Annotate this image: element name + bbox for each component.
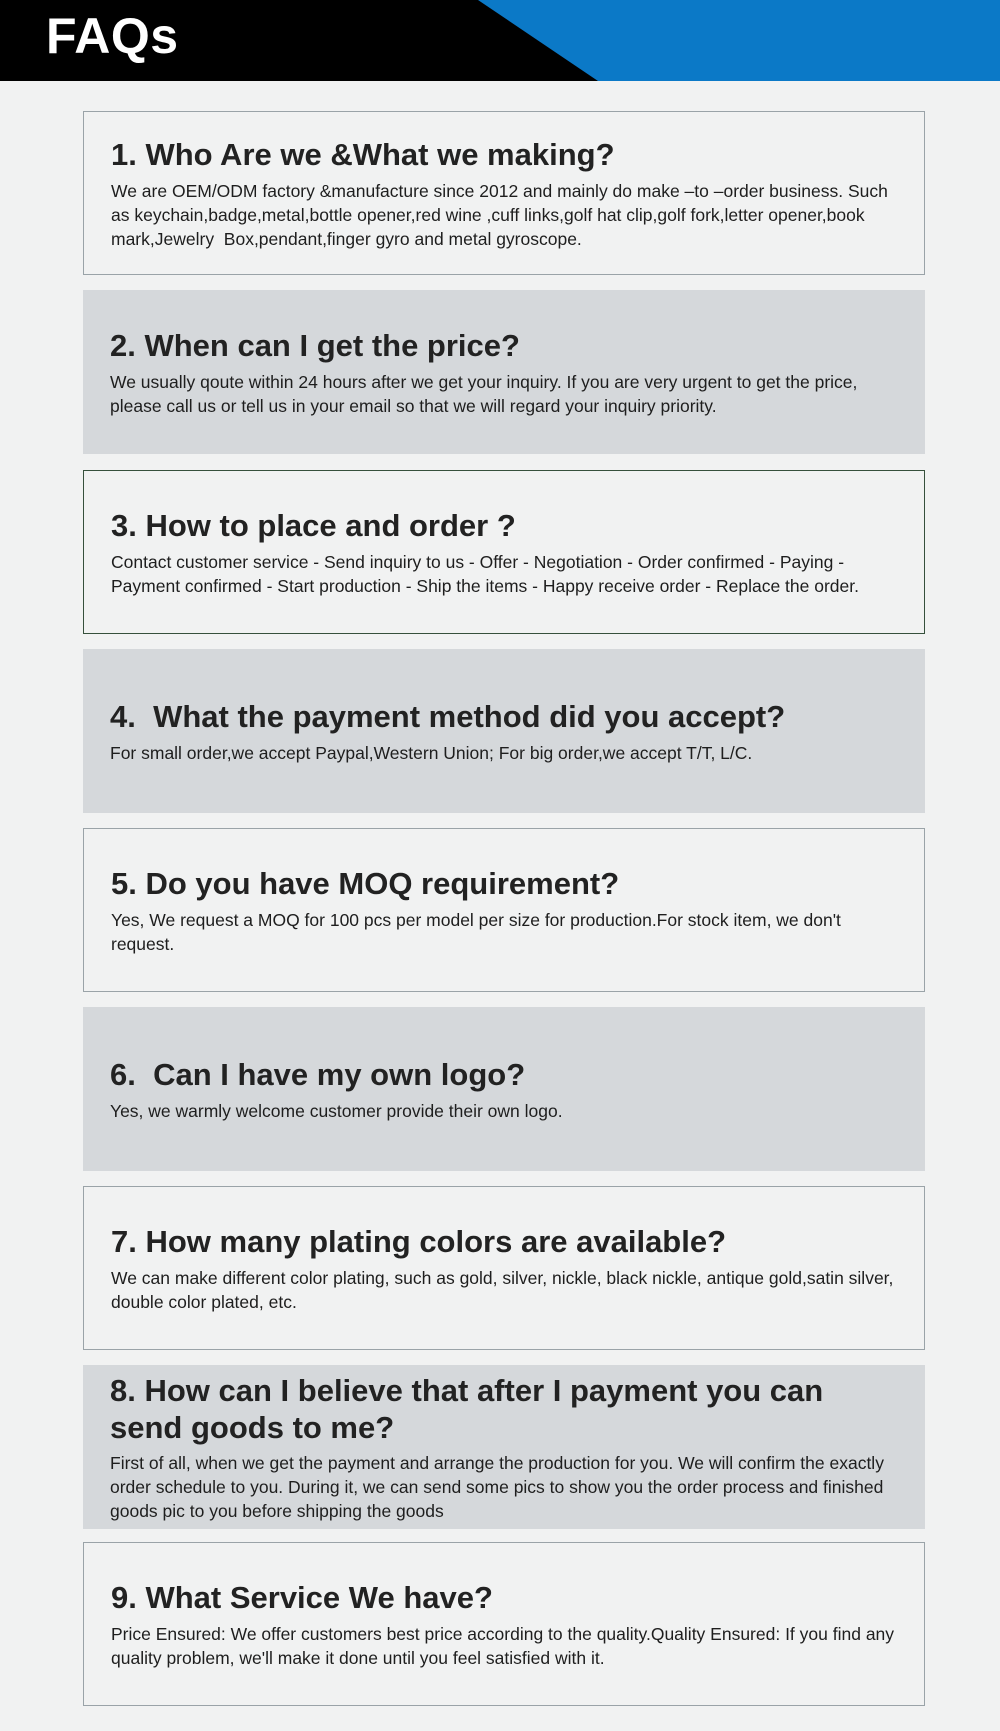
faq-header-banner (0, 0, 1000, 81)
faq-answer: Yes, we warmly welcome customer provide their own logo. (110, 1100, 563, 1121)
faq-item-8 (83, 1365, 925, 1529)
faq-answer: Yes, We request a MOQ for 100 pcs per model per size for production.For stock item, we don't request. (111, 909, 846, 954)
faq-answer: We can make different color plating, such as gold, silver, nickle, black nickle, antique gold,satin silver, double color plated, etc. (111, 1267, 899, 1312)
faq-item-9 (83, 1542, 925, 1706)
faq-question: 7. How many plating colors are available? (111, 1223, 727, 1259)
faq-answer: We are OEM/ODM factory &manufacture since 2012 and mainly do make –to –order business. Such as keychain,badge,metal,bottle opener,red wine ,cuff links,golf hat clip,golf fork,letter opener,book mark,Jewelry Box,pendant,finger gyro and metal gyroscope. (111, 180, 893, 249)
faq-item-1 (83, 111, 925, 275)
faq-answer: For small order,we accept Paypal,Western Union; For big order,we accept T/T, L/C. (110, 742, 753, 763)
faq-question: 4. What the payment method did you accept? (110, 698, 786, 734)
faq-answer: Contact customer service - Send inquiry to us - Offer - Negotiation - Order confirmed - Paying - Payment confirmed - Start production - Ship the items - Happy receive order - Replace the order. (111, 551, 859, 596)
faq-item-2 (83, 290, 925, 454)
faq-answer: Price Ensured: We offer customers best price according to the quality.Quality Ensured: If you find any quality problem, we'll make it done until you feel satisfied with it. (111, 1623, 899, 1668)
faq-question: 5. Do you have MOQ requirement? (111, 865, 620, 901)
faq-answer: First of all, when we get the payment and arrange the production for you. We will confirm the exactly order schedule to you. During it, we can send some pics to show you the order process and finished goods pic to you before shipping the goods (110, 1452, 889, 1521)
faq-answer: We usually qoute within 24 hours after we get your inquiry. If you are very urgent to get the price, please call us or tell us in your email so that we will regard your inquiry priority. (110, 371, 863, 416)
faq-item-5 (83, 828, 925, 992)
faq-question: 3. How to place and order ? (111, 507, 516, 543)
faq-question: 1. Who Are we &What we making? (111, 136, 615, 172)
faq-item-3 (83, 470, 925, 634)
faq-item-6 (83, 1007, 925, 1171)
faq-question: 9. What Service We have? (111, 1579, 493, 1615)
faq-item-4 (83, 649, 925, 813)
page-title: FAQs (46, 8, 179, 64)
faq-question: 2. When can I get the price? (110, 327, 520, 363)
faq-question: 6. Can I have my own logo? (110, 1056, 526, 1092)
faq-item-7 (83, 1186, 925, 1350)
faq-question: 8. How can I believe that after I payment you can send goods to me? (110, 1372, 824, 1445)
